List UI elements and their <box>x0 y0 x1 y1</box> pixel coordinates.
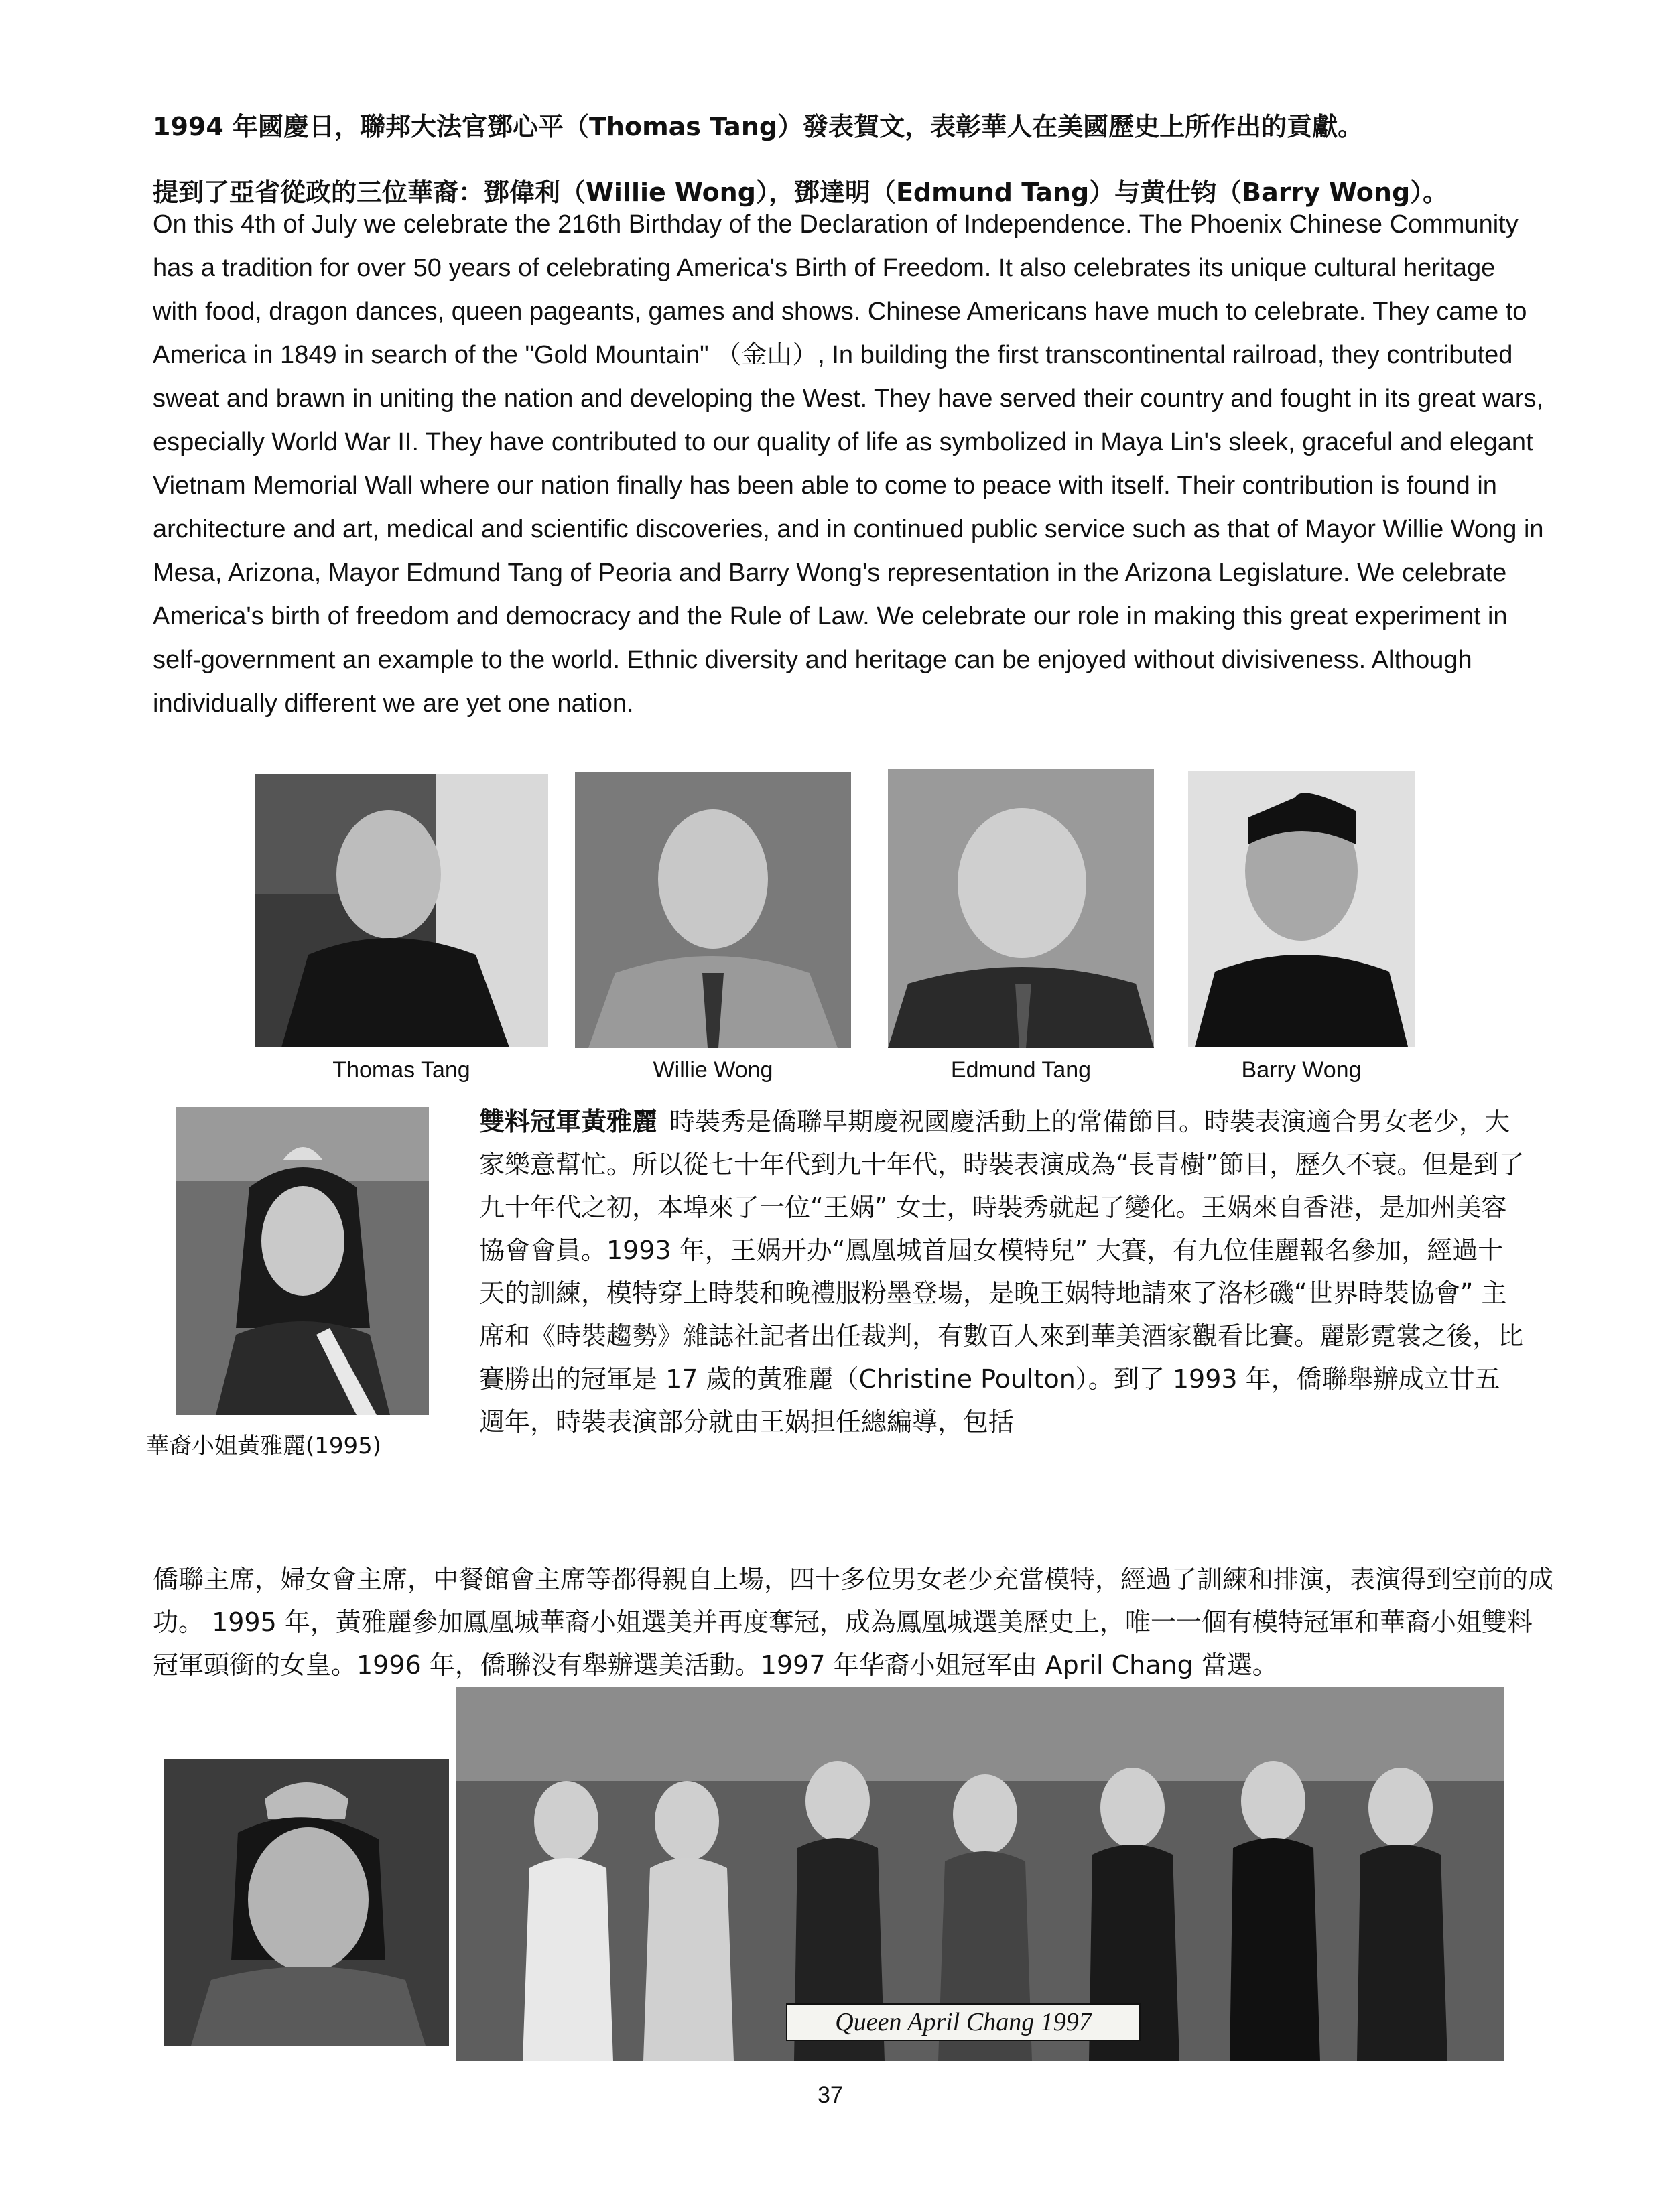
page-number: 37 <box>818 2082 843 2108</box>
heading-line-2: 提到了亞省從政的三位華裔：鄧偉利（Willie Wong），鄧達明（Edmund Tang）与黄仕钧（Barry Wong）。 <box>153 178 1449 207</box>
english-paragraph: On this 4th of July we celebrate the 216th Birthday of the Declaration of Independence. The Phoenix Chinese Community has a tradition for over 50 years of celebrating America's Birth of Freedom. It also celebrates its unique cultural heritage with food, dragon dances, queen pageants, games and shows. Chinese Americans have much to celebrate. They came to America in 1849 in search of the "Gold Mountain" （金山）, In building the first transcontinental railroad, they contributed sweat and brawn in uniting the nation and developing the West. They have served their country and fought in its great wars, especially World War II. They have contributed to our quality of life as symbolized in Maya Lin's sleek, graceful and elegant Vietnam Memorial Wall where our nation finally has been able to come to peace with itself. Their contribution is found in architecture and art, medical and scientific discoveries, and in continued public service such as that of Mayor Willie Wong in Mesa, Arizona, Mayor Edmund Tang of Peoria and Barry Wong's representation in the Arizona Legislature. We celebrate America's birth of freedom and democracy and the Rule of Law. We celebrate our role in making this great experiment in self-government an example to the world. Ethnic diversity and heritage can be enjoyed without divisiveness. Although individually different we are yet one nation. <box>153 210 1544 718</box>
caption-thomas-tang: Thomas Tang <box>332 1057 470 1083</box>
chinese-section-continuation: 僑聯主席，婦女會主席，中餐館會主席等都得親自上場，四十多位男女老少充當模特，經過了訓練和排演，表演得到空前的成功。 1995 年，黃雅麗參加鳳凰城華裔小姐選美并再度奪冠，成為鳳凰城選美歷史上，唯一一個有模特冠軍和華裔小姐雙料冠軍頭銜的女皇。1996 年，僑聯没有舉辦選美活動。1997 年华裔小姐冠军由 April Chang 當選。 <box>153 1565 1554 1680</box>
caption-willie-wong: Willie Wong <box>653 1057 773 1083</box>
photo-thomas-tang <box>255 774 548 1047</box>
photo-willie-wong <box>575 772 851 1048</box>
caption-christine-photo: 華裔小姐黃雅麗(1995) <box>146 1433 382 1459</box>
caption-barry-wong: Barry Wong <box>1241 1057 1362 1083</box>
photo-edmund-tang <box>888 769 1154 1048</box>
heading-line-1: 1994 年國慶日，聯邦大法官鄧心平（Thomas Tang）發表賀文，表彰華人在美國歷史上所作出的貢獻。 <box>153 112 1364 141</box>
caption-edmund-tang: Edmund Tang <box>950 1057 1092 1083</box>
section-body-text: 時裝秀是僑聯早期慶祝國慶活動上的常備節目。時裝表演適合男女老少，大家樂意幫忙。所以從七十年代到九十年代，時裝表演成為“長青樹”節目，歷久不衰。但是到了九十年代之初，本埠來了一位“王娲” 女士，時裝秀就起了變化。王娲來自香港，是加州美容協會會員。1993 年，王娲开办“鳳凰城首屆女模特兒” 大賽，有九位佳麗報名參加，經過十天的訓練，模特穿上時裝和晚禮服粉墨登場，是晚王娲特地請來了洛杉磯“世界時裝協會” 主席和《時裝趨勢》雜誌社記者出任裁判，有數百人來到華美酒家觀看比賽。麗影霓裳之後，比賽勝出的冠軍是 17 歲的黃雅麗（Christine Poulton）。到了 1993 年，僑聯舉辦成立廿五週年，時裝表演部分就由王娲担任總編導，包括 <box>479 1107 1525 1437</box>
photo-queen-portrait <box>164 1759 449 2046</box>
photo-christine-poulton <box>176 1107 429 1415</box>
section-lead-title: 雙料冠軍黃雅麗 <box>479 1107 658 1136</box>
photo-barry-wong <box>1188 771 1415 1047</box>
chinese-section <box>479 1100 1525 1443</box>
group-photo-banner: Queen April Chang 1997 <box>786 2003 1141 2041</box>
